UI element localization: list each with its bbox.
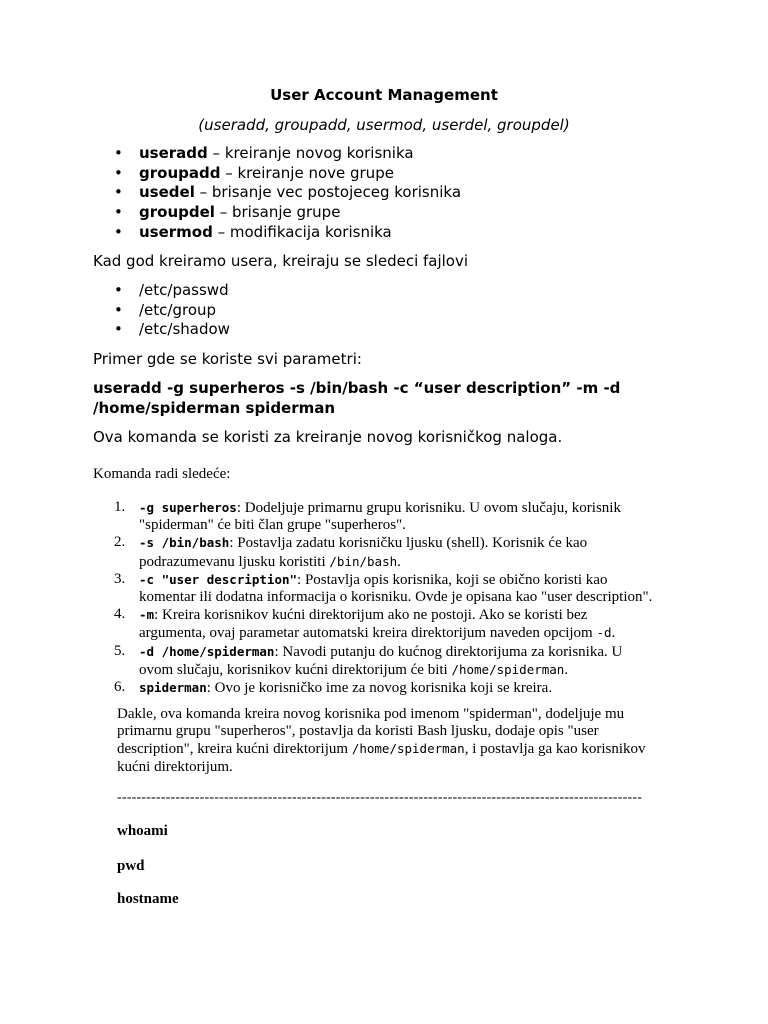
list-item [114,571,652,606]
bullet-icon: • [114,144,123,162]
step-text: argumenta, ovaj parametar automatski kreira direktorijum naveden opcijom [139,625,597,642]
command-name: useradd [139,144,208,162]
summary-line: primarnu grupu "superheros", postavlja da koristi Bash ljusku, dodaje opis "user [117,723,599,740]
option-code: -d /home/spiderman [139,643,275,659]
bullet-icon: • [114,163,123,182]
dashed-divider: ------------------------------------------------------------------------------------------------------------ [117,790,643,805]
step-text: "spiderman" će biti član grupe "superheros". [139,517,406,534]
bullet-icon: • [114,183,123,202]
list-item [112,223,461,243]
option-code: -s /bin/bash [139,535,230,551]
file-path: /etc/passwd [139,281,229,299]
inline-code: /home/spiderman [451,661,565,677]
step-text: : Dodeljuje primarnu grupu korisniku. U ovom slučaju, korisnik [236,500,621,516]
summary-line: , i postavlja ga kao korisnikov [464,741,646,758]
list-item [114,606,652,642]
step-text: podrazumevanu ljusku koristiti [139,553,330,570]
command-description: – kreiranje novog korisnika [207,144,414,162]
step-number: 5. [114,642,126,659]
example-intro: Primer gde se koriste svi parametri: [93,350,362,368]
command-hostname: hostname [117,891,179,907]
step-text: ovom slučaju, korisnikov kućni direktorijum će biti [139,661,452,678]
summary-line: kućni direktorijum. [117,758,233,775]
step-number: 2. [114,534,126,551]
command-description: – modifikacija korisnika [212,222,392,241]
step-text: : Ovo je korisničko ime za novog korisnika koji se kreira. [206,680,553,697]
list-item [114,679,652,697]
step-number: 4. [114,606,126,623]
bullet-icon: • [114,320,123,339]
step-text: : Postavlja opis korisnika, koji se obično koristi kao [297,571,608,588]
bullet-icon: • [114,300,123,319]
inline-code: /home/spiderman [351,741,465,757]
bullet-icon: • [114,222,123,241]
document-subtitle: (useradd, groupadd, usermod, userdel, groupdel) [198,116,570,134]
inline-code: -d [596,625,612,641]
option-code: -c "user description" [139,571,298,587]
step-text: . [611,625,616,642]
command-list [112,144,461,242]
command-name: groupadd [139,163,221,182]
command-explanation: Ova komanda se koristi za kreiranje novog korisničkog naloga. [93,428,563,446]
command-description: – brisanje vec postojeceg korisnika [194,183,462,202]
list-item [112,320,230,340]
bullet-icon: • [114,281,123,299]
command-description: – kreiranje nove grupe [220,163,394,182]
list-item [114,643,652,679]
list-item [112,301,230,321]
list-item [112,183,461,203]
step-number: 6. [114,679,126,696]
example-command-line-1: useradd -g superheros -s /bin/bash -c “user description” -m -d [93,379,621,397]
steps-intro: Komanda radi sledeće: [93,466,231,482]
summary-paragraph [117,706,646,776]
file-path: /etc/group [139,300,217,319]
example-command-line-2: /home/spiderman spiderman [93,399,336,417]
summary-line: Dakle, ova komanda kreira novog korisnika pod imenom "spiderman", dodeljuje mu [117,706,625,722]
list-item [112,281,230,301]
list-item [112,203,461,223]
command-name: usermod [139,222,213,241]
step-text: . [397,553,401,570]
command-description: – brisanje grupe [214,203,341,222]
step-text: : Postavlja zadatu korisničku ljusku (shell). Korisnik će kao [229,535,588,552]
step-text: : Navodi putanju do kućnog direktorijuma za korisnika. U [274,643,623,660]
command-pwd: pwd [117,858,145,874]
option-code: -m [139,607,155,623]
command-name: usedel [139,183,195,202]
document-title: User Account Management [270,86,498,104]
step-number: 1. [114,499,126,515]
file-path: /etc/shadow [139,320,230,339]
bullet-icon: • [114,203,123,222]
option-code: spiderman [139,680,207,696]
step-text: . [564,661,569,678]
steps-list [114,499,652,697]
option-code: -g superheros [139,500,237,515]
command-name: groupdel [139,203,215,222]
files-intro: Kad god kreiramo usera, kreiraju se sledeci fajlovi [93,252,469,270]
list-item [114,534,652,570]
summary-line: description", kreira kućni direktorijum [117,741,352,758]
inline-code: /bin/bash [329,553,398,569]
step-text: : Kreira korisnikov kućni direktorijum ako ne postoji. Ako se koristi bez [154,607,588,624]
list-item [112,144,461,164]
step-text: komentar ili dodatna informacija o korisniku. Ovde je opisana kao "user description". [139,589,653,606]
file-list [112,281,230,340]
command-whoami: whoami [117,823,168,839]
list-item [114,499,652,534]
list-item [112,164,461,184]
step-number: 3. [114,570,126,587]
